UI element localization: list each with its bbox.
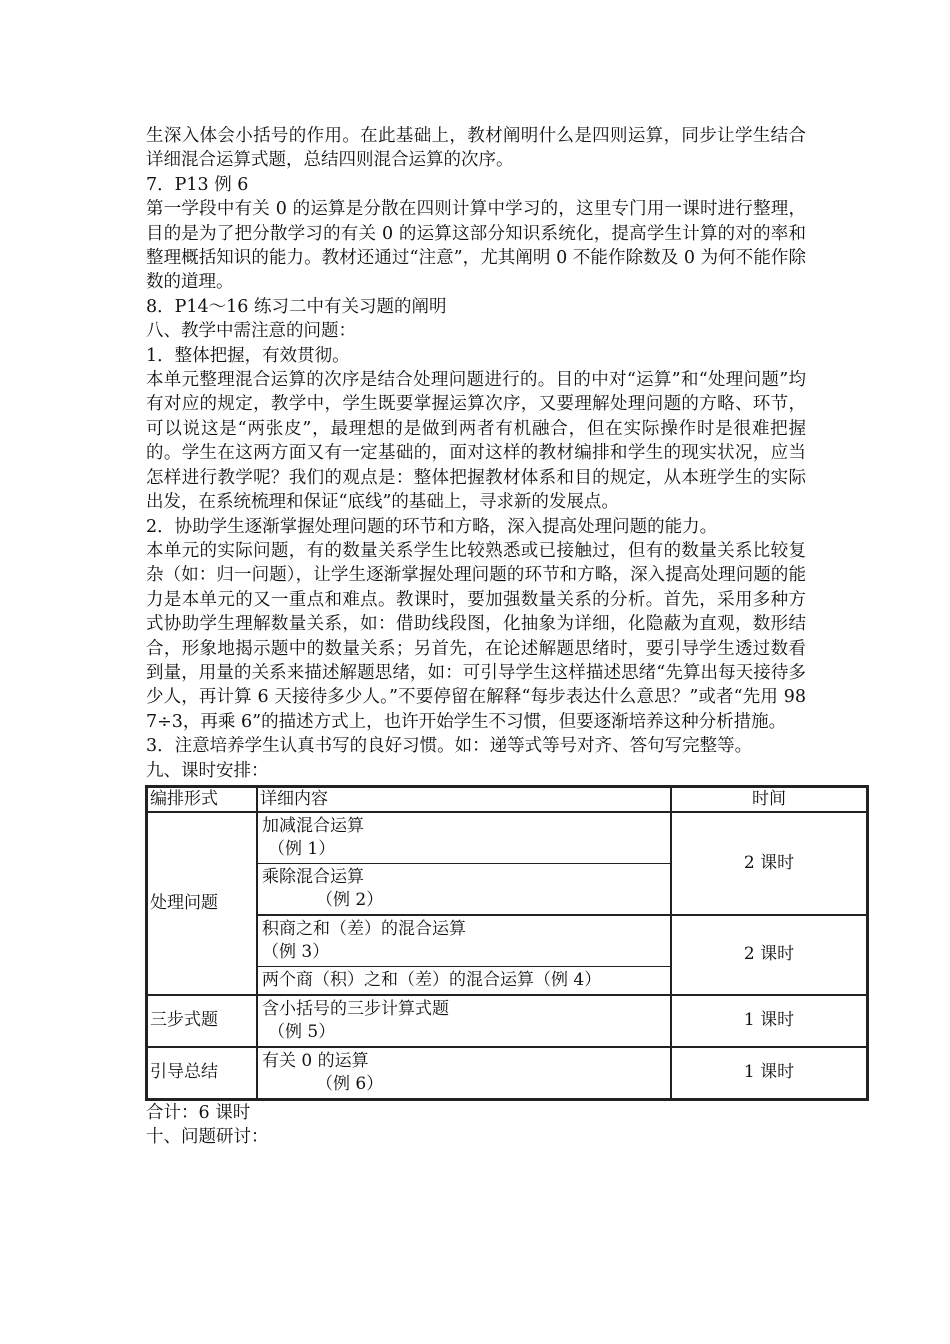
total-hours: 合计：6 课时 — [146, 1102, 251, 1123]
content-item-title: 含小括号的三步计算式题 — [262, 998, 449, 1019]
content-item-example: （例 2） — [316, 889, 384, 910]
content-item — [258, 916, 670, 967]
content-item-title: 加减混合运算 — [262, 815, 364, 836]
item-8-heading: 8．P14～16 练习二中有关习题的阐明 — [146, 296, 447, 317]
content-item-example: （例 3） — [262, 941, 330, 962]
table-row — [147, 1047, 867, 1099]
content-item-example: （例 6） — [316, 1073, 384, 1094]
section-10-heading: 十、问题研讨： — [146, 1127, 269, 1148]
form-cell-three-step: 三步式题 — [147, 995, 257, 1047]
schedule-table-wrapper — [145, 785, 855, 1101]
content-item — [258, 1048, 670, 1098]
content-cell — [257, 1047, 671, 1099]
table-header-content: 详细内容 — [257, 787, 671, 812]
content-item — [258, 813, 670, 864]
table-row — [147, 995, 867, 1047]
content-item-title: 积商之和（差）的混合运算 — [262, 918, 466, 939]
content-item-title: 乘除混合运算 — [262, 866, 364, 887]
paragraph-zero-operations: 第一学段中有关 0 的运算是分散在四则计算中学习的，这里专门用一课时进行整理，目的是为了把分散学习的有关 0 的运算这部分知识系统化，提高学生计算的对的率和整理概括知识的能力。教材还通过“注意”，尤其阐明 0 不能作除数及 0 为何不能作除数的道理。 — [146, 199, 806, 293]
document-page — [146, 124, 806, 1150]
point-2-heading: 2．协助学生逐渐掌握处理问题的环节和方略，深入提高处理问题的能力。 — [146, 516, 718, 537]
content-item-example: （例 1） — [268, 838, 336, 859]
content-item — [258, 996, 670, 1046]
point-1-heading: 1．整体把握，有效贯彻。 — [146, 345, 350, 366]
paragraph-point-1: 本单元整理混合运算的次序是结合处理问题进行的。目的中对“运算”和“处理问题”均有对应的规定，教学中，学生既要掌握运算次序，又要理解处理问题的方略、环节，可以说这是“两张皮”，最理想的是做到两者有机融合，但在实际操作时是很难把握的。学生在这两方面又有一定基础的，面对这样的教材编排和学生的现实状况，应当怎样进行教学呢？我们的观点是：整体把握教材体系和目的规定，从本班学生的实际出发，在系统梳理和保证“底线”的基础上，寻求新的发展点。 — [146, 370, 806, 513]
content-item-title: 两个商（积）之和（差）的混合运算（例 4） — [262, 969, 602, 990]
content-cell — [257, 812, 671, 915]
content-item — [258, 864, 670, 914]
point-3-heading: 3．注意培养学生认真书写的良好习惯。如：递等式等号对齐、答句写完整等。 — [146, 736, 753, 757]
time-cell: 1 课时 — [671, 1047, 867, 1099]
section-9-heading: 九、课时安排： — [146, 760, 269, 781]
schedule-table — [145, 785, 869, 1101]
item-7-heading: 7．P13 例 6 — [146, 174, 249, 195]
content-cell — [257, 995, 671, 1047]
time-cell: 2 课时 — [671, 915, 867, 995]
time-cell: 1 课时 — [671, 995, 867, 1047]
table-header-row — [147, 787, 867, 812]
section-8-heading: 八、教学中需注意的问题： — [146, 321, 356, 342]
content-item — [258, 967, 670, 994]
form-cell-summary: 引导总结 — [147, 1047, 257, 1099]
paragraph-intro-continued: 生深入体会小括号的作用。在此基础上，教材阐明什么是四则运算，同步让学生结合详细混合运算式题，总结四则混合运算的次序。 — [146, 126, 806, 171]
table-header-form: 编排形式 — [147, 787, 257, 812]
content-item-example: （例 5） — [268, 1021, 336, 1042]
content-cell — [257, 915, 671, 995]
table-row — [147, 812, 867, 915]
paragraph-point-2: 本单元的实际问题，有的数量关系学生比较熟悉或已接触过，但有的数量关系比较复杂（如：归一问题），让学生逐渐掌握处理问题的环节和方略，深入提高处理问题的能力是本单元的又一重点和难点。教课时，要加强数量关系的分析。首先，采用多种方式协助学生理解数量关系，如：借助线段图，化抽象为详细，化隐蔽为直观，数形结合，形象地揭示题中的数量关系；另首先，在论述解题思绪时，要引导学生透过数看到量，用量的关系来描述解题思绪，如：可引导学生这样描述思绪“先算出每天接待多少人，再计算 6 天接待多少人。”不要停留在解释“每步表达什么意思？”或者“先用 987÷3，再乘 6”的描述方式上，也许开始学生不习惯，但要逐渐培养这种分析措施。 — [146, 540, 806, 732]
form-cell-solve: 处理问题 — [147, 812, 257, 995]
table-header-time: 时间 — [671, 787, 867, 812]
content-item-title: 有关 0 的运算 — [262, 1050, 369, 1071]
time-cell: 2 课时 — [671, 812, 867, 915]
